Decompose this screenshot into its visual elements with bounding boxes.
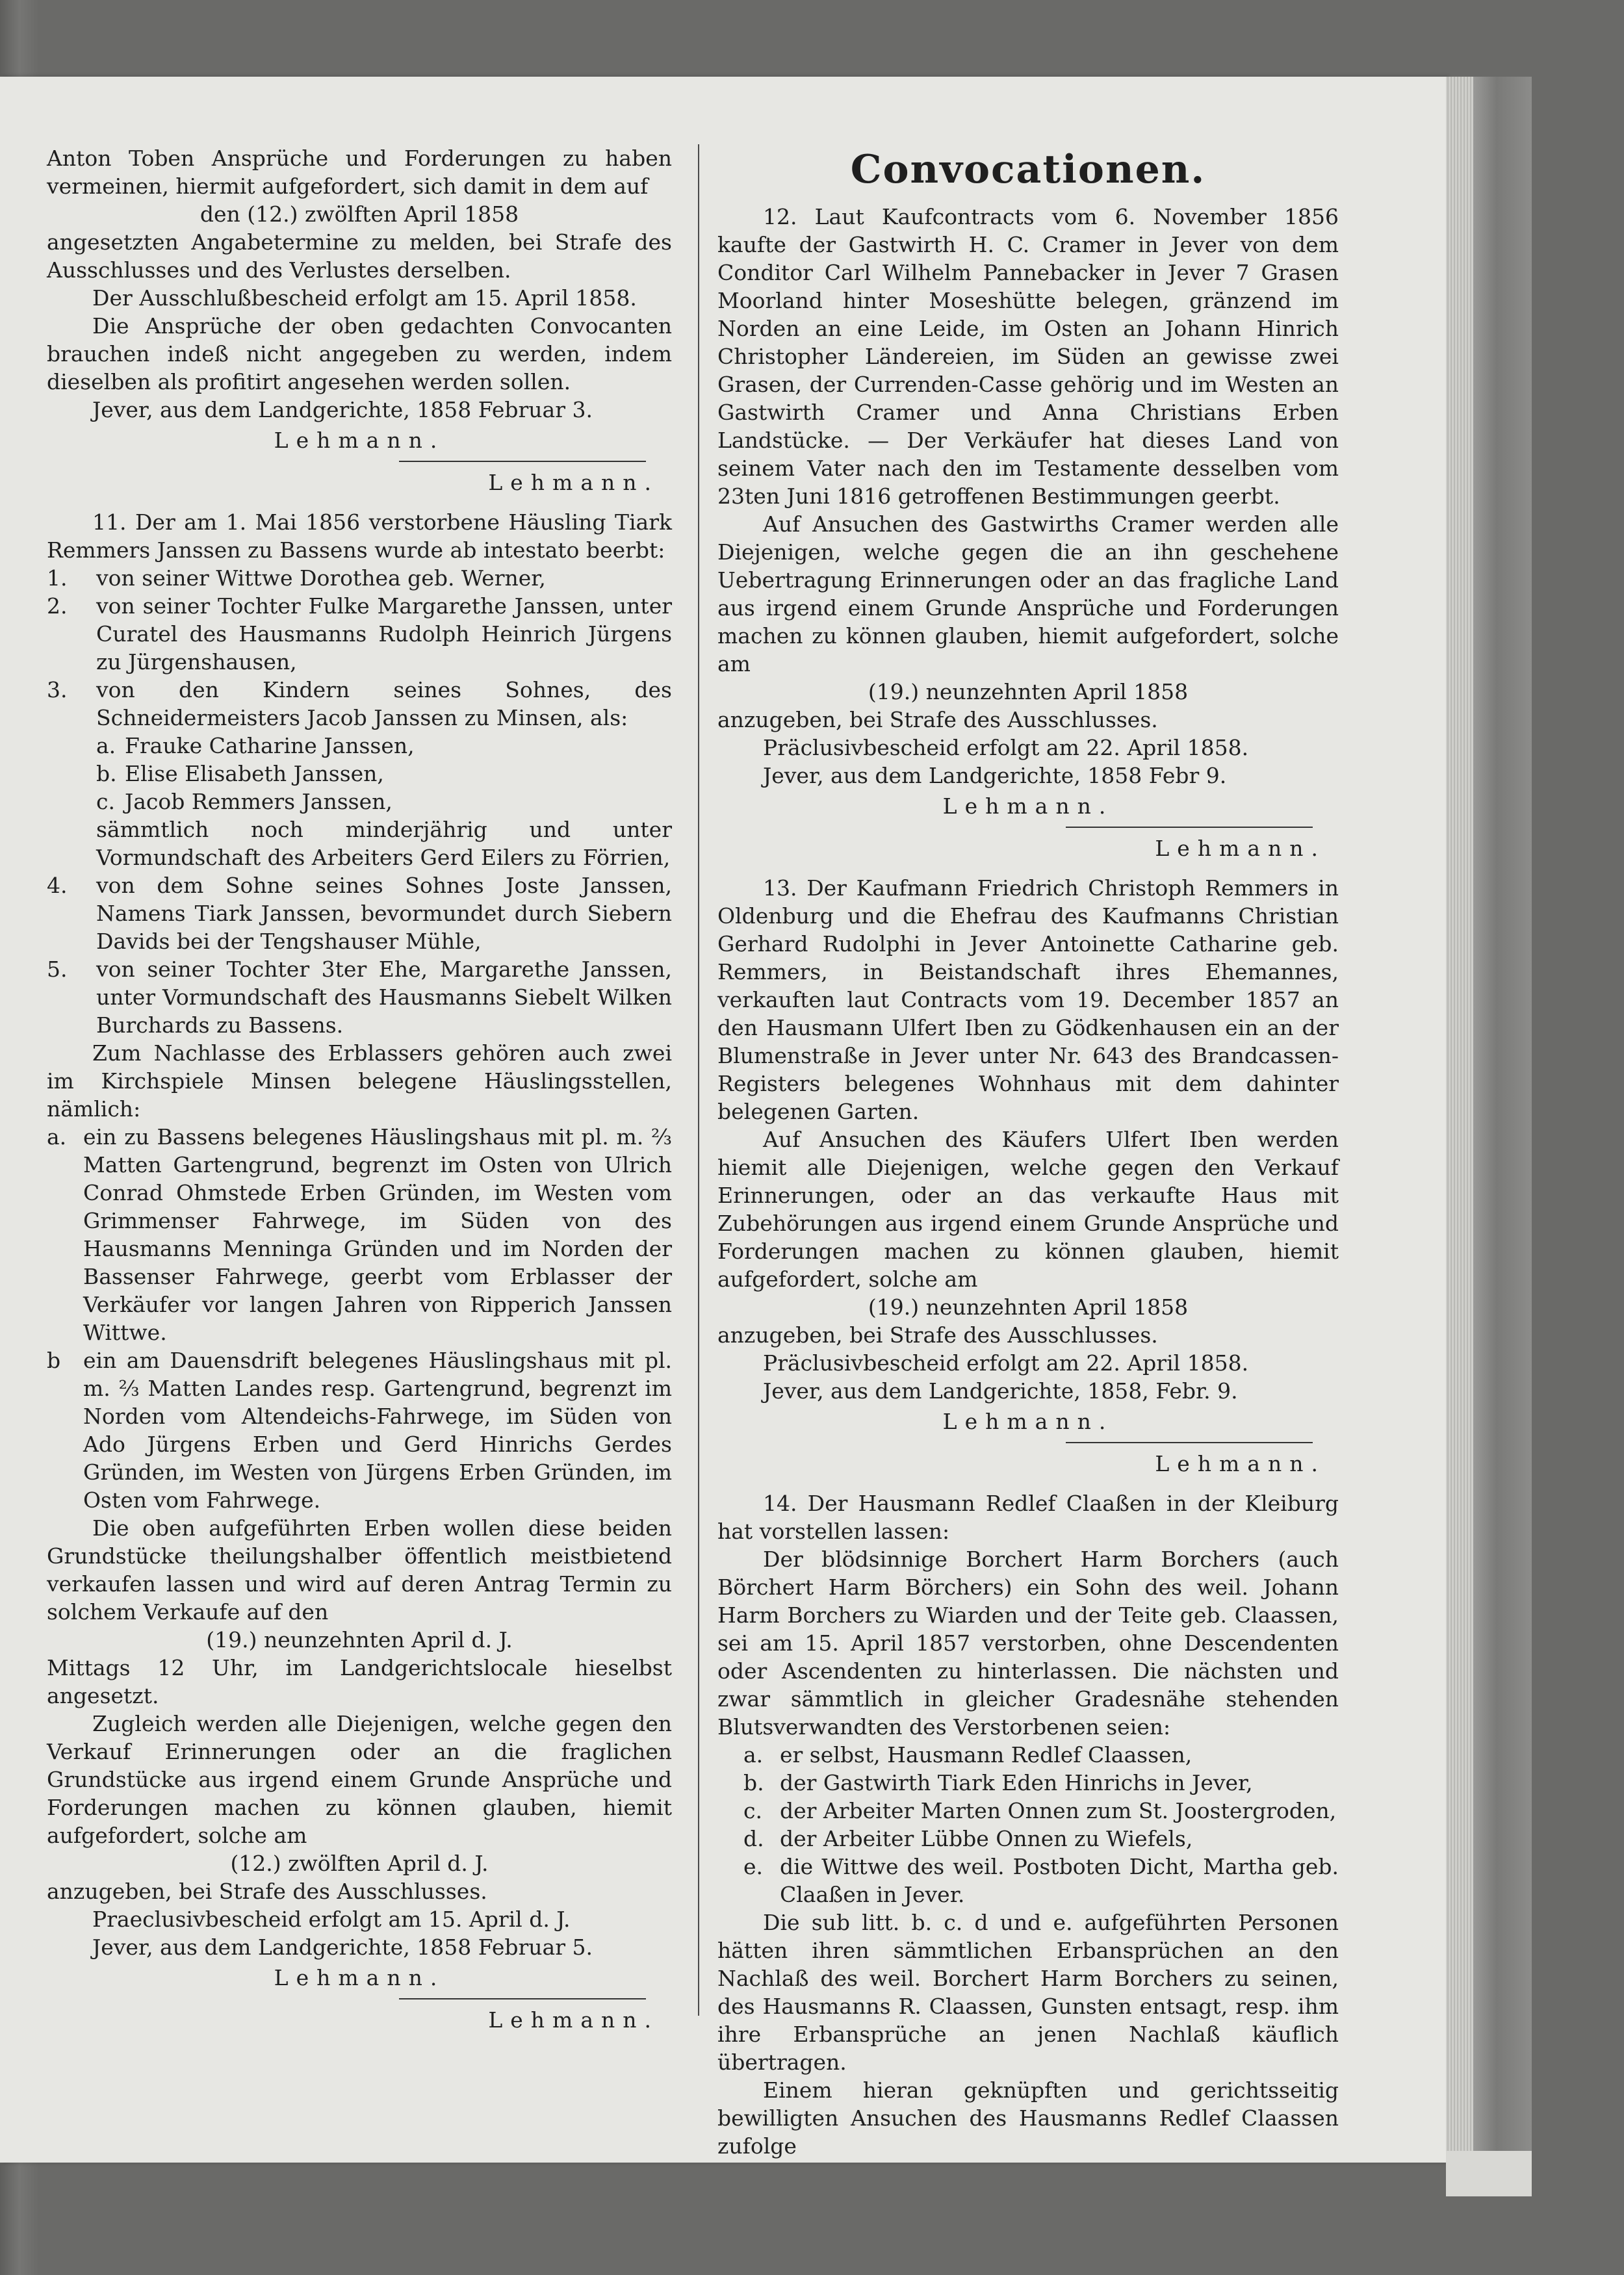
- notice-14-paragraph-4: Einem hieran geknüpften und gerichtsseitig bewilligten Ansuchen des Hausmanns Redlef Claassen zufolge: [717, 2077, 1339, 2159]
- place-date-2: Jever, aus dem Landgerichte, 1858 Februar 5.: [92, 1934, 593, 1960]
- divider-rule: [1066, 1442, 1313, 1443]
- notice-12-angeben: anzugeben, bei Strafe des Ausschlusses.: [717, 707, 1158, 732]
- heirs-list-2: [47, 871, 672, 1039]
- mittags-line: Mittags 12 Uhr, im Landgerichtslocale hieselbst angesetzt.: [47, 1655, 672, 1708]
- list-item: 1. von seiner Wittwe Dorothea geb. Werner,: [47, 565, 546, 591]
- list-item: c. der Arbeiter Marten Onnen zum St. Joostergroden,: [743, 1798, 1337, 1823]
- notice-13-place: Jever, aus dem Landgerichte, 1858, Febr. 9.: [763, 1378, 1238, 1404]
- notice-11-intro: 11. Der am 1. Mai 1856 verstorbene Häusling Tiark Remmers Janssen zu Bassens wurde ab intestato beerbt:: [47, 509, 672, 563]
- children-note: sämmtlich noch minderjährig und unter Vormundschaft des Arbeiters Gerd Eilers zu Förrien,: [96, 817, 672, 870]
- paragraph-ausschlussbescheid: Der Ausschlußbescheid erfolgt am 15. April 1858.: [92, 285, 637, 311]
- notice-14-paragraph-3: Die sub litt. b. c. d und e. aufgeführten Personen hätten ihren sämmtlichen Erbansprüchen an den Nachlaß des weil. Borchert Harm Borchers zu seinen, des Hausmanns R. Claassen, Gunsten entsagt, resp. ihm ihre Erbansprüche an jenen Nachlaß käuflich übertragen.: [717, 1910, 1339, 2075]
- deadline-date-2: (19.) neunzehnten April d. J.: [206, 1627, 513, 1652]
- signature: Lehmann.: [274, 428, 445, 453]
- notice-14-paragraph-2: Der blödsinnige Borchert Harm Borchers (auch Börchert Harm Börchers) ein Sohn des weil. Johann Harm Borchers zu Wiarden und der Teite geb. Claassen, sei am 15. April 1857 verstorben, ohne Descendenten oder Ascendenten zu hinterlassen. Die nächsten und zwar sämmtlich in gleicher Gradesnähe stehenden Blutsverwandten des Verstorbenen seien:: [717, 1547, 1339, 1740]
- notice-12: 12. Laut Kaufcontracts vom 6. November 1856 kaufte der Gastwirth H. C. Cramer in Jever von dem Conditor Carl Wilhelm Pannebacker in Jever 7 Grasen Moorland hinter Moseshütte belegen, gränzend im Norden an eine Leide, im Osten an Johann Hinrich Christopher Ländereien, im Süden an gewisse zwei Grasen, der Currenden-Casse gehörig und im Westen an Gastwirth Cramer und Anna Christians Erben Landstücke. — Der Verkäufer hat dieses Land von seinem Vater nach den im Testamente desselben vom 23ten Juni 1816 getroffenen Bestimmungen geerbt.: [717, 204, 1339, 509]
- divider-rule: [1066, 827, 1313, 828]
- estates-list: [47, 1123, 672, 1514]
- notice-12-place: Jever, aus dem Landgerichte, 1858 Febr 9.: [763, 763, 1227, 788]
- list-item: b. Elise Elisabeth Janssen,: [96, 761, 384, 786]
- list-item: b. der Gastwirth Tiark Eden Hinrichs in Jever,: [743, 1770, 1253, 1795]
- section-heading: Convocationen.: [850, 147, 1206, 192]
- paragraph-ansprueche: Die Ansprüche der oben gedachten Convocanten brauchen indeß nicht angegeben zu werden, indem dieselben als profitirt angesehen werden sollen.: [47, 313, 672, 394]
- list-item: 4. von dem Sohne seines Sohnes Joste Janssen, Namens Tiark Janssen, bevormundet durch Siebern Davids bei der Tengshauser Mühle,: [47, 873, 672, 954]
- signature: Lehmann.: [942, 793, 1114, 819]
- signature: Lehmann.: [942, 1409, 1114, 1434]
- notice-13-angeben: anzugeben, bei Strafe des Ausschlusses.: [717, 1322, 1158, 1348]
- relatives-list: [717, 1741, 1339, 1909]
- notice-13: 13. Der Kaufmann Friedrich Christoph Remmers in Oldenburg und die Ehefrau des Kaufmanns Christian Gerhard Rudolphi in Jever Antoinette Catharine geb. Remmers, in Beistandschaft ihres Ehemannes, verkauften laut Contracts vom 19. December 1857 an den Hausmann Ulfert Iben zu Gödkenhausen ein an der Blumenstraße in Jever unter Nr. 643 des Brandcassen-Registers belegenes Wohnhaus mit dem dahinter belegenen Garten.: [717, 875, 1339, 1124]
- notice-12-date: (19.) neunzehnten April 1858: [868, 679, 1189, 704]
- divider-rule: [399, 461, 646, 462]
- notice-13-praeclusiv: Präclusivbescheid erfolgt am 22. April 1858.: [763, 1350, 1249, 1376]
- notice-12-praeclusiv: Präclusivbescheid erfolgt am 22. April 1858.: [763, 735, 1249, 760]
- angeben-line: anzugeben, bei Strafe des Ausschlusses.: [47, 1879, 487, 1904]
- divider-rule: [399, 1998, 646, 1999]
- list-item: 5. von seiner Tochter 3ter Ehe, Margarethe Janssen, unter Vormundschaft des Hausmanns Siebelt Wilken Burchards zu Bassens.: [47, 957, 672, 1038]
- notice-13-paragraph-2: Auf Ansuchen des Käufers Ulfert Iben werden hiemit alle Diejenigen, welche gegen den Verkauf Erinnerungen, oder an das verkaufte Haus mit Zubehörungen aus irgend einem Grunde Ansprüche und Forderungen machen zu können glauben, hiemit aufgefordert, solche am: [717, 1127, 1339, 1292]
- list-item: 2. von seiner Tochter Fulke Margarethe Janssen, unter Curatel des Hausmanns Rudolph Heinrich Jürgens zu Jürgenshausen,: [47, 593, 672, 675]
- list-item: a. er selbst, Hausmann Redlef Claassen,: [743, 1742, 1192, 1767]
- list-item: a. Frauke Catharine Janssen,: [96, 733, 415, 758]
- column-divider: [698, 144, 699, 2016]
- intro-text: Anton Toben Ansprüche und Forderungen zu haben vermeinen, hiermit aufgefordert, sich damit in dem auf: [47, 146, 672, 199]
- deadline-date-3: (12.) zwölften April d. J.: [230, 1851, 489, 1876]
- list-item: c. Jacob Remmers Janssen,: [96, 789, 393, 814]
- list-item: a. ein zu Bassens belegenes Häuslingshaus mit pl. m. ⅔ Matten Gartengrund, begrenzt im Osten von Ulrich Conrad Ohmstede Erben Gründen, im Westen vom Grimmenser Fahrwege, im Süden von des Hausmanns Menninga Gründen und im Norden der Bassenser Fahrwege, geerbt vom Erblasser der Verkäufer vor langen Jahren von Ripperich Janssen Wittwe.: [47, 1124, 672, 1345]
- notice-13-date: (19.) neunzehnten April 1858: [868, 1294, 1189, 1320]
- book-binding-bottom: [1446, 2151, 1532, 2196]
- list-item: e. die Wittwe des weil. Postboten Dicht, Martha geb. Claaßen in Jever.: [743, 1854, 1339, 1907]
- list-item: b ein am Dauensdrift belegenes Häuslingshaus mit pl. m. ⅔ Matten Landes resp. Gartengrund, begrenzt im Norden vom Altendeichs-Fahrwege, im Süden von Ado Jürgens Erben und Gerd Hinrichs Gerdes Gründen, im Westen von Jürgens Erben Gründen, im Osten vom Fahrwege.: [47, 1348, 672, 1513]
- book-binding: [1473, 77, 1532, 2163]
- left-column: [47, 144, 672, 2037]
- signature: Lehmann.: [1155, 836, 1326, 861]
- right-column: [717, 144, 1339, 2160]
- signature: Lehmann.: [274, 1965, 445, 1990]
- place-date-1: Jever, aus dem Landgerichte, 1858 Februar 3.: [92, 397, 593, 422]
- heirs-list: [47, 564, 672, 732]
- signature: Lehmann.: [488, 2007, 659, 2033]
- book-fore-edge: [1446, 77, 1473, 2163]
- notice-14: 14. Der Hausmann Redlef Claaßen in der Kleiburg hat vorstellen lassen:: [717, 1491, 1339, 1544]
- sale-paragraph: Die oben aufgeführten Erben wollen diese beiden Grundstücke theilungshalber öffentlich meistbietend verkaufen lassen und wird auf deren Antrag Termin zu solchem Verkaufe auf den: [47, 1515, 672, 1625]
- signature: Lehmann.: [1155, 1451, 1326, 1476]
- deadline-date-1: den (12.) zwölften April 1858: [200, 201, 519, 227]
- children-list: [47, 732, 672, 816]
- estate-intro: Zum Nachlasse des Erblassers gehören auch zwei im Kirchspiele Minsen belegene Häuslingsstellen, nämlich:: [47, 1040, 672, 1122]
- list-item: 3. von den Kindern seines Sohnes, des Schneidermeisters Jacob Janssen zu Minsen, als:: [47, 677, 672, 730]
- notice-12-paragraph-2: Auf Ansuchen des Gastwirths Cramer werden alle Diejenigen, welche gegen die an ihn geschehene Uebertragung Erinnerungen oder an das fragliche Land aus irgend einem Grunde Ansprüche und Forderungen machen zu können glauben, hiemit aufgefordert, solche am: [717, 511, 1339, 676]
- list-item: d. der Arbeiter Lübbe Onnen zu Wiefels,: [743, 1826, 1193, 1851]
- signature: Lehmann.: [488, 470, 659, 495]
- praeclusiv-line: Praeclusivbescheid erfolgt am 15. April d. J.: [92, 1907, 571, 1932]
- paragraph-angabetermine: angesetzten Angabetermine zu melden, bei Strafe des Ausschlusses und des Verlustes derselben.: [47, 229, 672, 283]
- zugleich-paragraph: Zugleich werden alle Diejenigen, welche gegen den Verkauf Erinnerungen oder an die fraglichen Grundstücke aus irgend einem Grunde Ansprüche und Forderungen machen zu können glauben, hiemit aufgefordert, solche am: [47, 1711, 672, 1848]
